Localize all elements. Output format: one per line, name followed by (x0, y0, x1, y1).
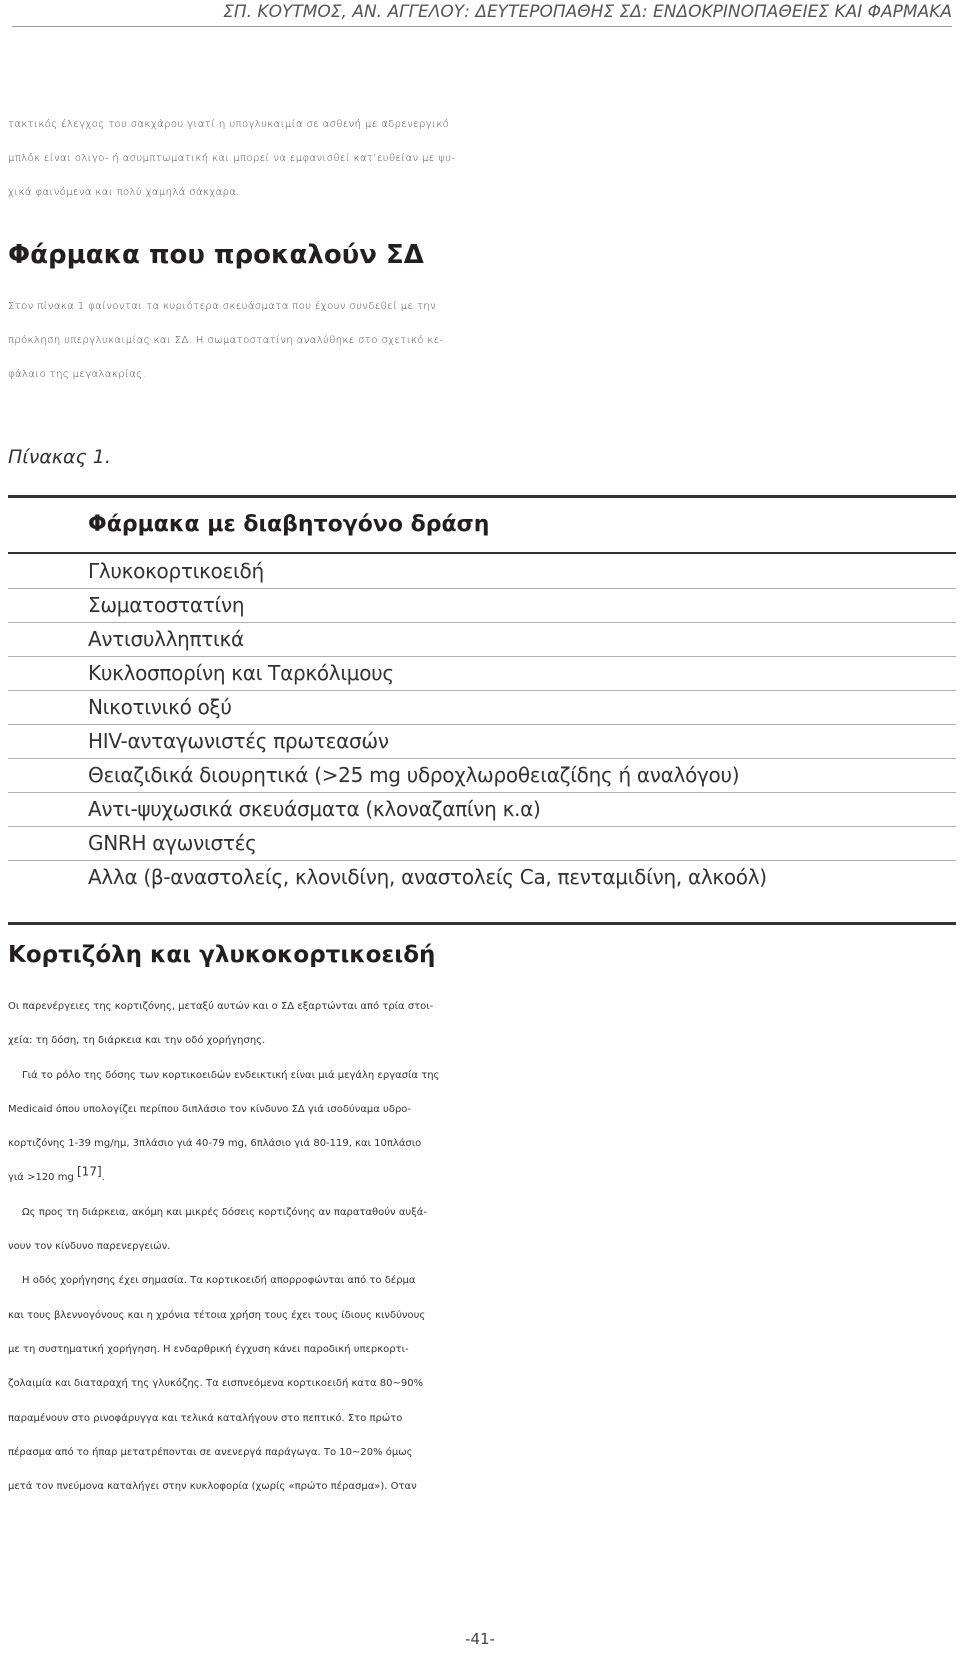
text-line: Οι παρενέργειες της κορτιζόνης, μεταξύ αυτών και ο ΣΔ εξαρτώνται από τρία στοι- (8, 1001, 434, 1012)
table-row (8, 622, 956, 657)
table-row (8, 860, 956, 894)
text-line: Η οδός χορήγησης έχει σημασία. Τα κορτικοειδή απορροφώνται από το δέρμα (22, 1275, 416, 1287)
page-number: -41- (465, 1630, 495, 1648)
table-cell: Αλλα (β-αναστολείς, κλονιδίνη, αναστολείς Ca, πενταμιδίνη, αλκοόλ) (88, 865, 767, 889)
text-line: και τους βλεννογόνους και η χρόνια τέτοια χρήση τους έχει τους ίδιους κινδύνους (8, 1309, 426, 1321)
table-cell: Αντισυλληπτικά (88, 627, 244, 651)
text-line: ζολαιμία και διαταραχή της γλυκόζης. Τα εισπνεόμενα κορτικοειδή κατα 80~90% (8, 1378, 424, 1390)
table-row (8, 826, 956, 861)
table-row (8, 792, 956, 827)
citation-reference: [17] (77, 1165, 102, 1180)
drugs-table (8, 495, 956, 925)
text-line: Ως προς τη διάρκεια, ακόμη και μικρές δόσεις κορτιζόνης αν παραταθούν αυξά- (22, 1206, 427, 1218)
table-row (8, 758, 956, 793)
table-row (8, 588, 956, 623)
text-line: Γιά το ρόλο της δόσης των κορτικοειδών ενδεικτική είναι μιά μεγάλη εργασία της (22, 1069, 440, 1081)
table-cell: Γλυκοκορτικοειδή (88, 559, 264, 583)
text-line: Στον πίνακα 1 φαίνονται τα κυριότερα σκευάσματα που έχουν συνδεθεί με την (8, 301, 437, 312)
table-row (8, 554, 956, 589)
table-cell: GNRH αγωνιστές (88, 831, 257, 855)
text-line: πρόκληση υπεργλυκαιμίας και ΣΔ. Η σωματοστατίνη αναλύθηκε στο σχετικό κε- (8, 335, 444, 346)
text-line (8, 1161, 952, 1195)
table-row (8, 690, 956, 725)
table-row (8, 656, 956, 691)
table-header (8, 498, 956, 554)
section-heading-cortisol: Κορτιζόλη και γλυκοκορτικοειδή (8, 942, 436, 968)
text-line: με τη συστηματική χορήγηση. Η ενδαρθρική έγχυση κάνει παροδική υπερκορτι- (8, 1343, 409, 1355)
text-line: νουν τον κίνδυνο παρενεργειών. (8, 1241, 171, 1253)
text-line: χεία: τη δόση, τη διάρκεια και την οδό χορήγησης. (8, 1035, 266, 1047)
text-line: χικά φαινόμενα και πολύ χαμηλά σάκχαρα. (8, 187, 240, 198)
table-title: Φάρμακα με διαβητογόνο δράση (88, 512, 490, 537)
table-cell: Νικοτινικό οξύ (88, 695, 232, 719)
text-fragment: . (101, 1172, 105, 1184)
table-row (8, 724, 956, 759)
text-line: μετά τον πνεύμονα καταλήγει στην κυκλοφορία (χωρίς «πρώτο πέρασμα»). Οταν (8, 1481, 417, 1493)
text-line: πέρασμα από το ήπαρ μετατρέπονται σε ανενεργά παράγωγα. Το 10~20% όμως (8, 1446, 413, 1458)
text-line: μπλόκ είναι ολιγο- ή ασυμπτωματική και μπορεί να εμφανισθεί κατ’ευθείαν με ψυ- (8, 153, 456, 164)
text-line: φάλαιο της μεγαλακρίας. (8, 369, 147, 380)
table-cell: HIV-ανταγωνιστές πρωτεασών (88, 729, 389, 753)
section-heading-drugs: Φάρμακα που προκαλούν ΣΔ (8, 240, 424, 270)
section-paragraph-drugs (8, 290, 952, 392)
table-cell: Κυκλοσπορίνη και Ταρκόλιμους (88, 661, 394, 685)
table-caption: Πίνακας 1. (8, 446, 111, 468)
text-line: Medicaid όπου υπολογίζει περίπου διπλάσιο τον κίνδυνο ΣΔ γιά ισοδύναμα υδρο- (8, 1103, 412, 1115)
table-cell: Αντι-ψυχωσικά σκευάσματα (κλοναζαπίνη κ.α) (88, 797, 541, 821)
table-cell: Θειαζιδικά διουρητικά (>25 mg υδροχλωροθειαζίδης ή αναλόγου) (88, 763, 740, 787)
section-paragraph-cortisol (8, 990, 952, 1504)
text-line: τακτικός έλεγχος του σακχάρου γιατί η υπογλυκαιμία σε ασθενή με αδρενεργικό (8, 119, 450, 130)
table-cell: Σωματοστατίνη (88, 593, 245, 617)
running-head: ΣΠ. ΚΟΥΤΜΟΣ, ΑΝ. ΑΓΓΕΛΟΥ: ΔΕΥΤΕΡΟΠΑΘΗΣ ΣΔ: ΕΝΔΟΚΡΙΝΟΠΑΘΕΙΕΣ ΚΑΙ ΦΑΡΜΑΚΑ (12, 2, 952, 27)
intro-paragraph (8, 108, 952, 210)
text-line: παραμένουν στο ρινοφάρυγγα και τελικά καταλήγουν στο πεπτικό. Στο πρώτο (8, 1412, 403, 1424)
text-line: κορτιζόνης 1-39 mg/ημ, 3πλάσιο γιά 40-79 mg, 6πλάσιο γιά 80-119, και 10πλάσιο (8, 1138, 422, 1150)
text-fragment: γιά >120 mg (8, 1172, 74, 1184)
